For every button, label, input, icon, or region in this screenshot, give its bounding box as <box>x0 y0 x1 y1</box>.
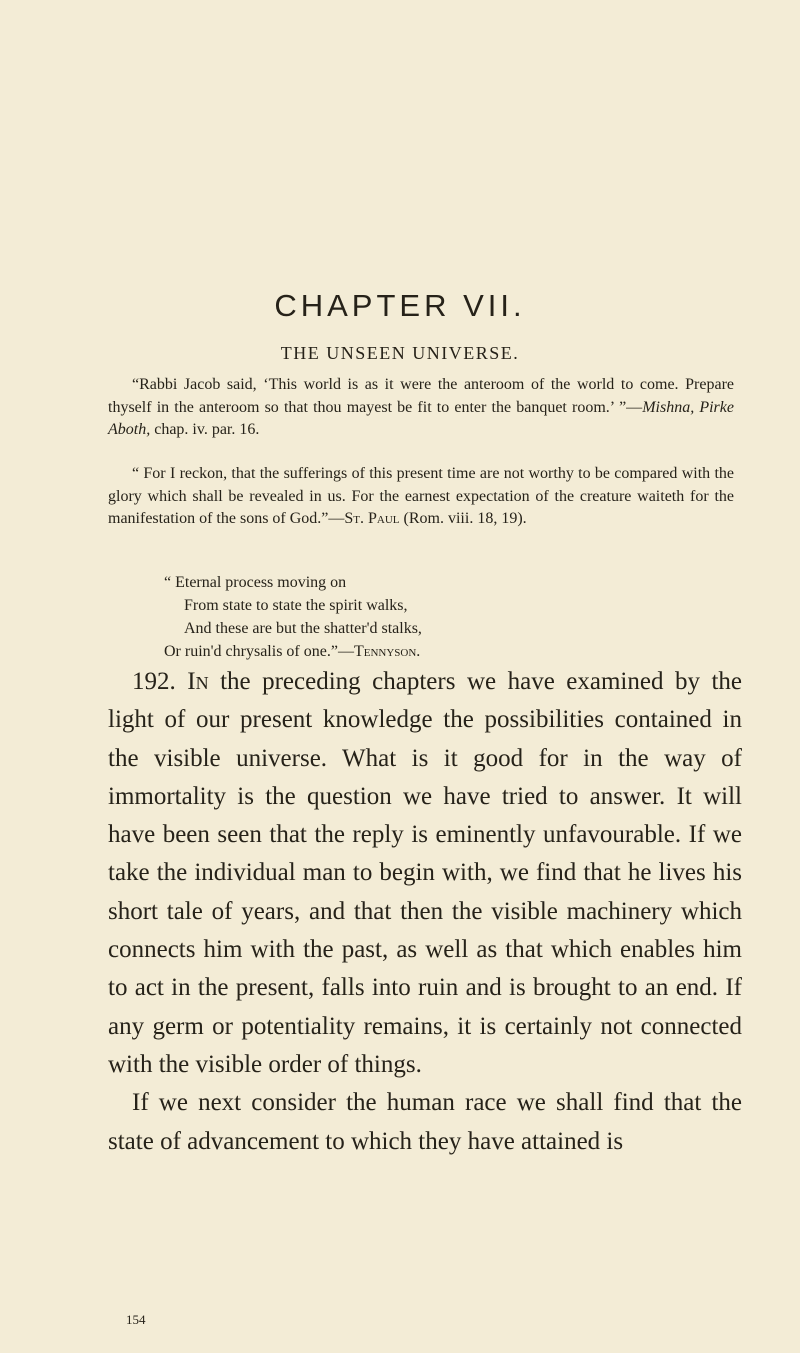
page-number: 154 <box>126 1312 146 1327</box>
paragraph-text: the preceding chapters we have examined by the light of our present knowledge the possibilities contained in the visible universe. What is it good for in the way of immortality is the question we have tried to answer. It will have been seen that the reply is eminently unfavourable. If we take the individual man to begin with, we find that he lives his short tale of years, and that then the visible machinery which connects him with the past, as well as that which enables him to act in the present, falls into ruin and is brought to an end. If any germ or potentiality remains, it is certainly not connected with the visible order of things. <box>108 668 742 1078</box>
epigraph-source-tail: chap. iv. par. 16. <box>150 421 260 438</box>
verse-line: From state to state the spirit walks, <box>184 597 408 614</box>
verse-line: “ Eternal process moving on <box>164 574 347 591</box>
chapter-heading: CHAPTER VII. <box>274 288 526 323</box>
body-text <box>108 663 742 1161</box>
epigraph-mishna <box>108 374 734 442</box>
epigraph-attribution: St. Paul <box>344 510 400 527</box>
epigraph-text: “Rabbi Jacob said, ‘This world is as it were the anteroom of the world to come. Prepare thyself in the anteroom so that thou mayest be fit to enter the banquet room.’ ”— <box>108 376 734 416</box>
epigraph-st-paul <box>108 463 734 531</box>
paragraph <box>108 663 742 1084</box>
verse-line: And these are but the shatter'd stalks, <box>184 620 422 637</box>
epigraph-source-tail: (Rom. viii. 18, 19). <box>399 510 527 527</box>
paragraph-lead: In <box>187 668 209 695</box>
epigraph-attribution: Tennyson. <box>353 643 421 660</box>
paragraph: If we next consider the human race we shall find that the state of advancement to which they have attained is <box>108 1089 742 1155</box>
epigraph-source: Mishna, Pirke Aboth, <box>108 398 734 438</box>
verse-line: Or ruin'd chrysalis of one.”— <box>164 643 354 660</box>
paragraph-number: 192. <box>132 668 176 695</box>
epigraph-tennyson <box>164 571 744 663</box>
verse-line-last <box>164 640 744 663</box>
epigraph-text: “ For I reckon, that the sufferings of this present time are not worthy to be compared with the glory which shall be revealed in us. For the earnest expectation of the creature waiteth for the manifestation of the sons of God.”— <box>108 465 734 527</box>
chapter-title: THE UNSEEN UNIVERSE. <box>280 343 520 363</box>
